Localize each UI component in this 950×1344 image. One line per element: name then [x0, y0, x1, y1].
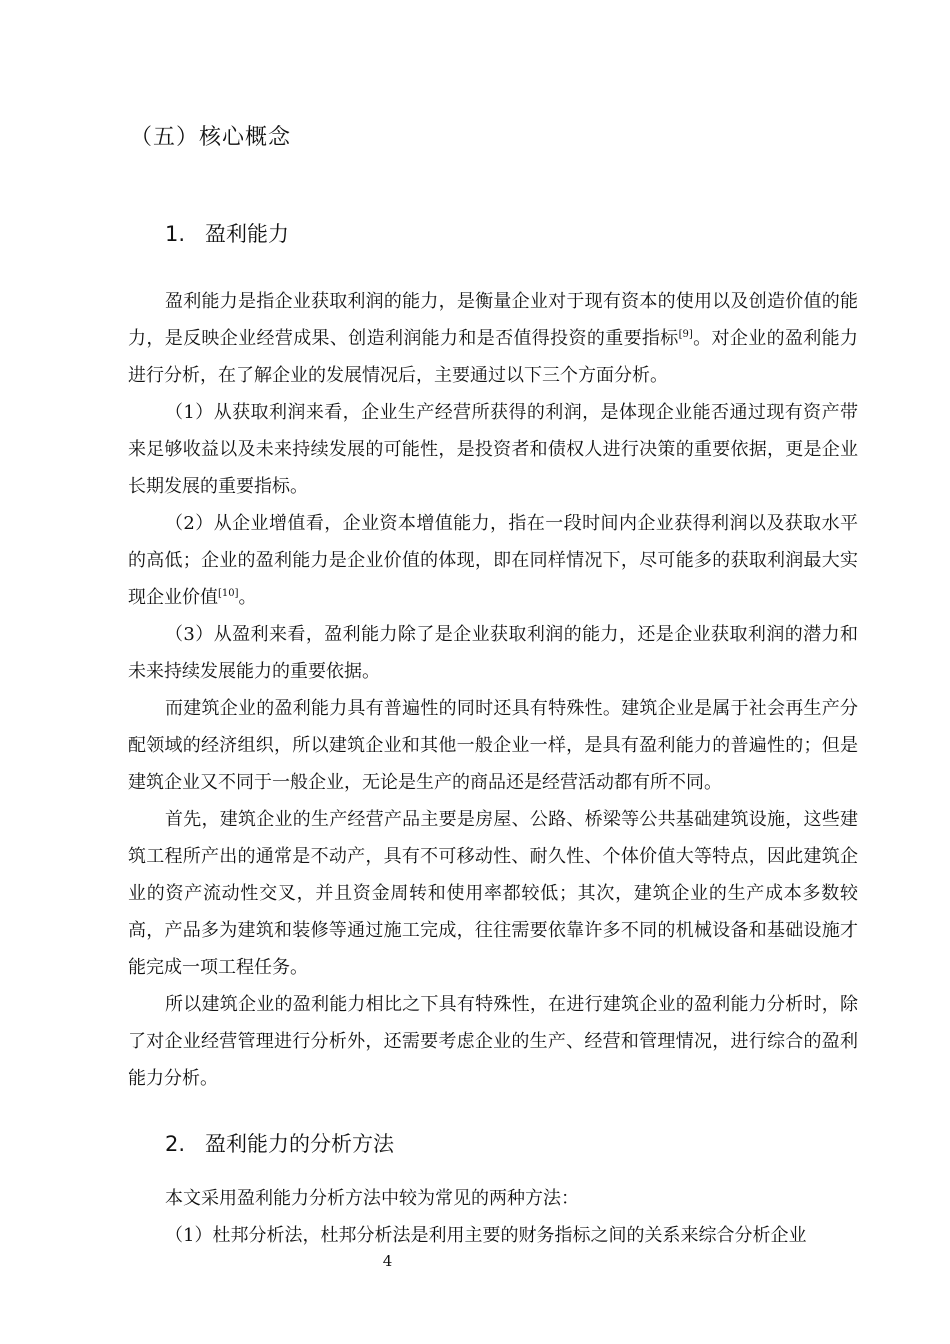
subsection-number: 1.: [165, 222, 186, 246]
section-heading: （五）核心概念: [130, 125, 292, 150]
subsection-heading-1: [165, 218, 289, 248]
citation-ref: [9]: [678, 329, 693, 340]
paragraph: 首先，建筑企业的生产经营产品主要是房屋、公路、桥梁等公共基础建筑设施，这些建筑工程所产出的通常是不动产，具有不可移动性、耐久性、个体价值大等特点，因此建筑企业的资产流动性交叉，并且资金周转和使用率都较低；其次，建筑企业的生产成本多数较高，产品多为建筑和装修等通过施工完成，往往需要依靠许多不同的机械设备和基础设施才能完成一项工程任务。: [128, 809, 858, 978]
citation-ref: [10]: [218, 588, 239, 599]
paragraph: 盈利能力是指企业获取利润的能力，是衡量企业对于现有资本的使用以及创造价值的能力，是反映企业经营成果、创造利润能力和是否值得投资的重要指标[9]。对企业的盈利能力进行分析，在了解企业的发展情况后，主要通过以下三个方面分析。: [128, 291, 859, 386]
paragraph: 而建筑企业的盈利能力具有普遍性的同时还具有特殊性。建筑企业是属于社会再生产分配领域的经济组织，所以建筑企业和其他一般企业一样，是具有盈利能力的普遍性的；但是建筑企业又不同于一般企业，无论是生产的商品还是经营活动都有所不同。: [128, 698, 858, 793]
paragraph: （1）杜邦分析法，杜邦分析法是利用主要的财务指标之间的关系来综合分析企业: [165, 1225, 807, 1246]
subsection-1-body: [128, 283, 858, 1097]
paragraph: （2）从企业增值看，企业资本增值能力，指在一段时间内企业获得利润以及获取水平的高低；企业的盈利能力是企业价值的体现，即在同样情况下，尽可能多的获取利润最大实现企业价值[10]。: [128, 513, 858, 608]
paragraph: 所以建筑企业的盈利能力相比之下具有特殊性，在进行建筑企业的盈利能力分析时，除了对企业经营管理进行分析外，还需要考虑企业的生产、经营和管理情况，进行综合的盈利能力分析。: [128, 994, 858, 1089]
subsection-heading-2: [165, 1128, 394, 1158]
paragraph: 本文采用盈利能力分析方法中较为常见的两种方法：: [165, 1188, 579, 1209]
subsection-2-body: [128, 1180, 858, 1254]
subsection-number: 2.: [165, 1132, 186, 1156]
page-number: 4: [382, 1252, 393, 1270]
subsection-title: 盈利能力的分析方法: [205, 1132, 394, 1156]
paragraph: （1）从获取利润来看，企业生产经营所获得的利润，是体现企业能否通过现有资产带来足够收益以及未来持续发展的可能性，是投资者和债权人进行决策的重要依据，更是企业长期发展的重要指标。: [128, 402, 858, 497]
paragraph: （3）从盈利来看，盈利能力除了是企业获取利润的能力，还是企业获取利润的潜力和未来持续发展能力的重要依据。: [128, 624, 858, 682]
subsection-title: 盈利能力: [205, 222, 289, 246]
